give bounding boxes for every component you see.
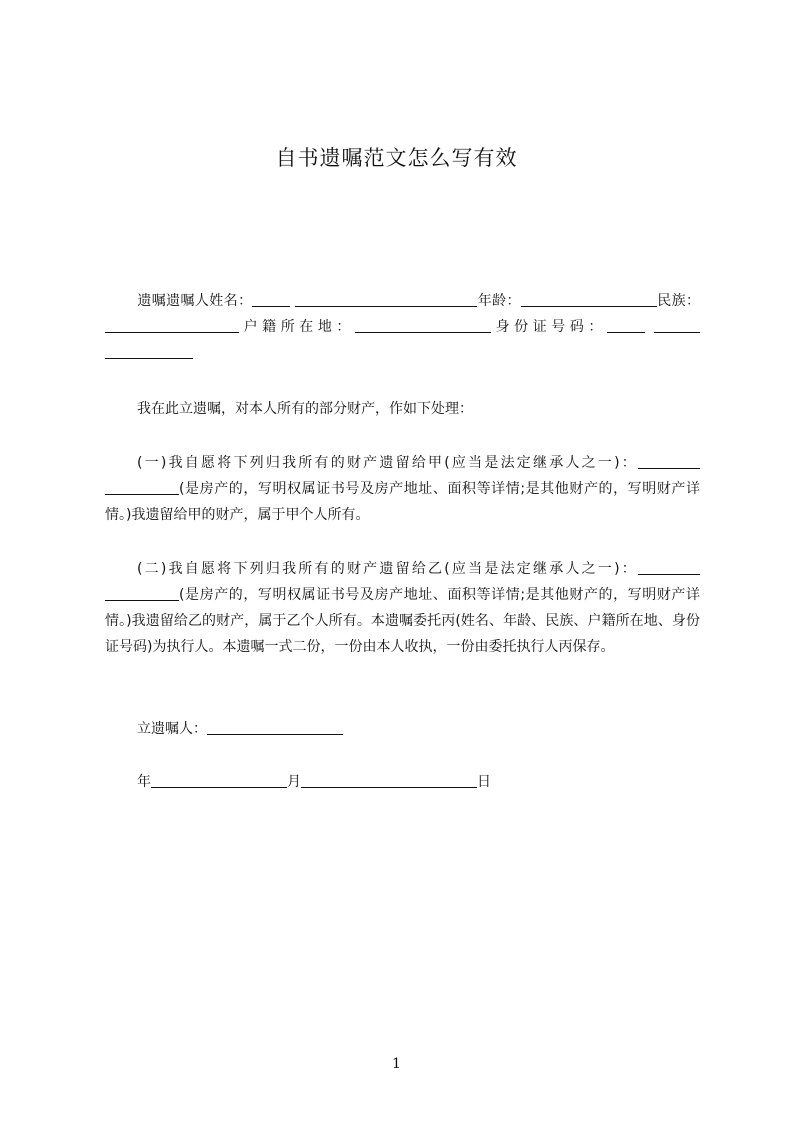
bequest-a-blank [638, 454, 700, 469]
bequest-a-blank-2 [105, 480, 179, 495]
age-label: 年龄： [477, 293, 521, 309]
declaration-paragraph [105, 396, 700, 422]
day-label: 日 [477, 774, 491, 790]
name-label: 遗嘱遗嘱人姓名： [137, 293, 253, 309]
document-title: 自书遗嘱范文怎么写有效 [275, 146, 518, 170]
testator-info-paragraph [105, 288, 700, 366]
ethnicity-blank [105, 318, 239, 333]
domicile-blank [355, 318, 491, 333]
bequest-b-detail: (是房产的，写明权属证书号及房产地址、面积等详情;是其他财产的，写明财产详情。)我遗留给乙的财产，属于乙个人所有。本遗嘱委托丙(姓名、年龄、民族、户籍所在地、身份证号码)为执行人。本遗嘱一式二份，一份由本人收执，一份由委托执行人丙保存。 [105, 587, 700, 655]
bequest-b-lead: (二)我自愿将下列归我所有的财产遗留给乙(应当是法定继承人之一)： [137, 561, 638, 577]
id-blank-2 [654, 318, 700, 333]
testator-blank [207, 720, 343, 735]
name-blank [252, 292, 290, 307]
id-blank-3 [105, 344, 193, 359]
age-blank [521, 292, 657, 307]
page-number: 1 [392, 1056, 401, 1072]
name-blank-2 [295, 292, 477, 307]
declaration-text: 我在此立遗嘱，对本人所有的部分财产，作如下处理： [137, 401, 473, 417]
id-blank [607, 318, 645, 333]
ethnicity-label: 民族： [656, 293, 701, 309]
bequest-a-detail: (是房产的，写明权属证书号及房产地址、面积等详情;是其他财产的，写明财产详情。)我遗留给甲的财产，属于甲个人所有。 [105, 481, 700, 523]
testator-label: 立遗嘱人： [137, 721, 207, 737]
year-label: 年 [137, 774, 151, 790]
bequest-b-paragraph [105, 556, 700, 660]
bequest-a-lead: (一)我自愿将下列归我所有的财产遗留给甲(应当是法定继承人之一)： [137, 455, 638, 471]
date-line [105, 769, 700, 795]
bequest-a-paragraph [105, 450, 700, 528]
id-label: 身份证号码： [491, 319, 607, 335]
bequest-b-blank [638, 560, 700, 575]
bequest-b-blank-2 [105, 586, 179, 601]
month-blank [301, 773, 477, 788]
testator-signature-line [105, 716, 700, 742]
domicile-label: 户籍所在地： [239, 319, 355, 335]
year-blank [151, 773, 287, 788]
month-label: 月 [287, 774, 301, 790]
